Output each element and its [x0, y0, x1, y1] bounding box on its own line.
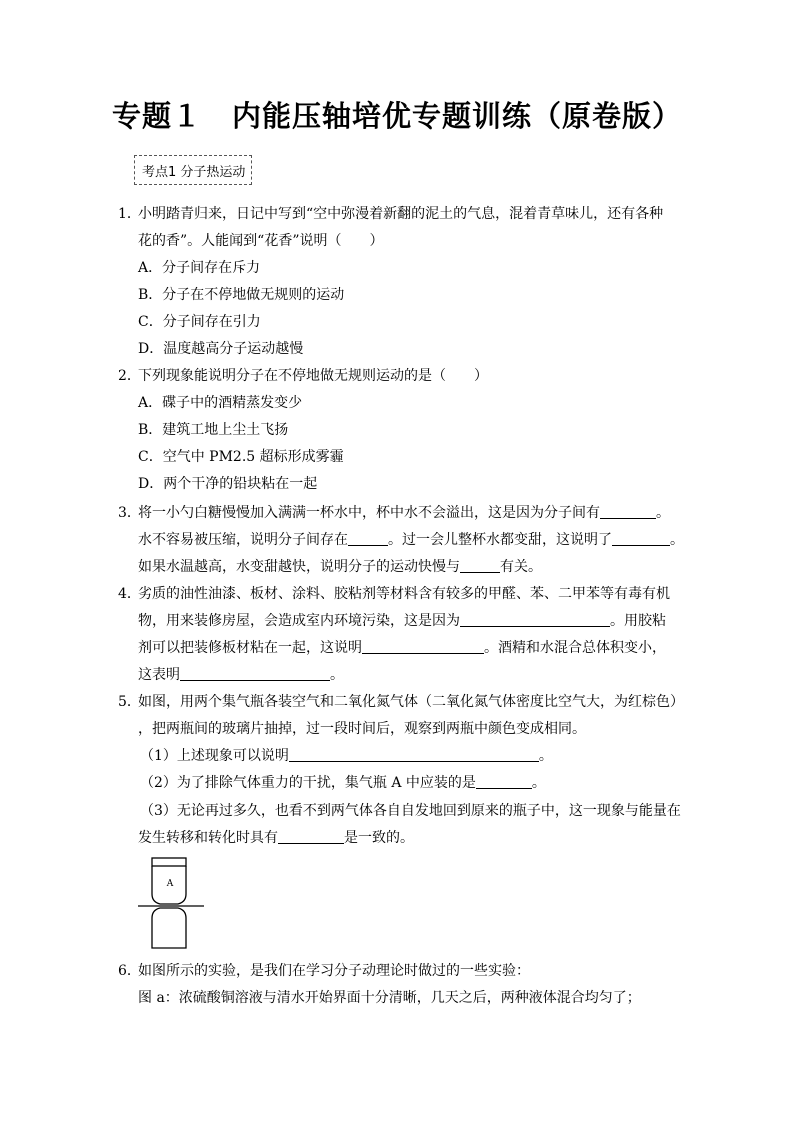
q4-line3	[138, 639, 666, 657]
q5-sub2	[140, 774, 546, 792]
q6-line1: 如图所示的实验，是我们在学习分子动理论时做过的一些实验：	[138, 963, 530, 979]
q4-blank-1[interactable]	[460, 613, 610, 627]
q5-sub2-text: （2）为了排除气体重力的干扰，集气瓶 A 中应装的是	[140, 775, 476, 791]
q6-number: 6．	[118, 963, 141, 979]
q3-line3-end: 有关。	[500, 559, 542, 575]
q5-number: 5．	[118, 694, 141, 710]
q1-stem-line2: 花的香”。人能闻到“花香”说明（ ）	[138, 233, 384, 249]
q4-line3-end: 。酒精和水混合总体积变小，	[484, 640, 666, 656]
q4-blank-2[interactable]	[362, 640, 484, 654]
q2-option-d: D．两个干净的铅块粘在一起	[138, 476, 318, 492]
q1-option-c: C．分子间存在引力	[138, 314, 261, 330]
q4-number: 4．	[118, 586, 141, 602]
section-label: 考点1 分子热运动	[142, 165, 246, 180]
q5-sub3-end: 是一致的。	[344, 830, 414, 846]
q3-line3	[138, 558, 542, 576]
q5-line2: ，把两瓶间的玻璃片抽掉，过一段时间后，观察到两瓶中颜色变成相同。	[138, 721, 586, 737]
q3-line1	[138, 504, 670, 522]
q4-line4-text: 这表明	[138, 667, 180, 683]
q3-line2-end: 。	[670, 532, 684, 548]
q1-option-b: B．分子在不停地做无规则的运动	[138, 287, 345, 303]
q4-line2	[138, 612, 666, 630]
q5-line1: 如图，用两个集气瓶各装空气和二氧化氮气体（二氧化氮气体密度比空气大，为红棕色）	[138, 694, 684, 710]
q4-line2-text: 物，用来装修房屋，会造成室内环境污染，这是因为	[138, 613, 460, 629]
q2-number: 2．	[118, 368, 141, 384]
q5-sub3-text: 发生转移和转化时具有	[138, 830, 278, 846]
q1-option-d: D．温度越高分子运动越慢	[138, 341, 304, 357]
q3-line2-text-b: 。过一会儿整杯水都变甜，这说明了	[388, 532, 612, 548]
q6-line2: 图 a：浓硫酸铜溶液与清水开始界面十分清晰，几天之后，两种液体混合均匀了；	[138, 990, 641, 1006]
q3-blank-3[interactable]	[612, 532, 670, 546]
q5-blank-1[interactable]	[289, 748, 539, 762]
q3-line3-text: 如果水温越高，水变甜越快，说明分子的运动快慢与	[138, 559, 460, 575]
q3-line1-end: 。	[656, 505, 670, 521]
q5-sub3-line1: （3）无论再过多久，也看不到两气体各自自发地回到原来的瓶子中，这一现象与能量在	[140, 803, 681, 819]
q3-blank-2[interactable]	[348, 532, 388, 546]
q2-stem: 下列现象能说明分子在不停地做无规则运动的是（ ）	[138, 368, 488, 384]
q4-blank-3[interactable]	[180, 667, 330, 681]
q3-line2	[138, 531, 684, 549]
q4-line4	[138, 666, 344, 684]
q3-line2-text-a: 水不容易被压缩，说明分子间存在	[138, 532, 348, 548]
q5-sub3-line2	[138, 829, 414, 847]
q3-blank-1[interactable]	[600, 505, 656, 519]
q4-line1: 劣质的油性油漆、板材、涂料、胶粘剂等材料含有较多的甲醛、苯、二甲苯等有毒有机	[138, 586, 670, 602]
q2-option-a: A．碟子中的酒精蒸发变少	[138, 395, 303, 411]
q5-sub1-text: （1）上述现象可以说明	[140, 748, 289, 764]
q3-number: 3．	[118, 505, 141, 521]
q1-number: 1．	[118, 206, 141, 222]
page-title: 专题１ 内能压轴培优专题训练（原卷版）	[111, 99, 682, 133]
q4-line4-end: 。	[330, 667, 344, 683]
q5-blank-3[interactable]	[278, 830, 344, 844]
q2-option-b: B．建筑工地上尘土飞扬	[138, 422, 289, 438]
q2-option-c: C．空气中 PM2.5 超标形成雾霾	[138, 449, 344, 465]
q1-stem-line1: 小明踏青归来，日记中写到“空中弥漫着新翻的泥土的气息，混着青草味儿，还有各种	[138, 206, 664, 222]
q4-line3-text: 剂可以把装修板材粘在一起，这说明	[138, 640, 362, 656]
q3-blank-4[interactable]	[460, 559, 500, 573]
jar-a-label: A	[166, 879, 174, 889]
q5-sub2-end: 。	[531, 775, 546, 791]
gas-jars-figure	[136, 856, 208, 952]
q5-sub1	[140, 747, 553, 765]
q5-blank-2[interactable]	[476, 775, 532, 789]
q5-sub1-end: 。	[538, 748, 553, 764]
q1-option-a: A．分子间存在斥力	[138, 260, 261, 276]
q4-line2-end: 。用胶粘	[610, 613, 666, 629]
q3-line1-text: 将一小勺白糖慢慢加入满满一杯水中，杯中水不会溢出，这是因为分子间有	[138, 505, 600, 521]
